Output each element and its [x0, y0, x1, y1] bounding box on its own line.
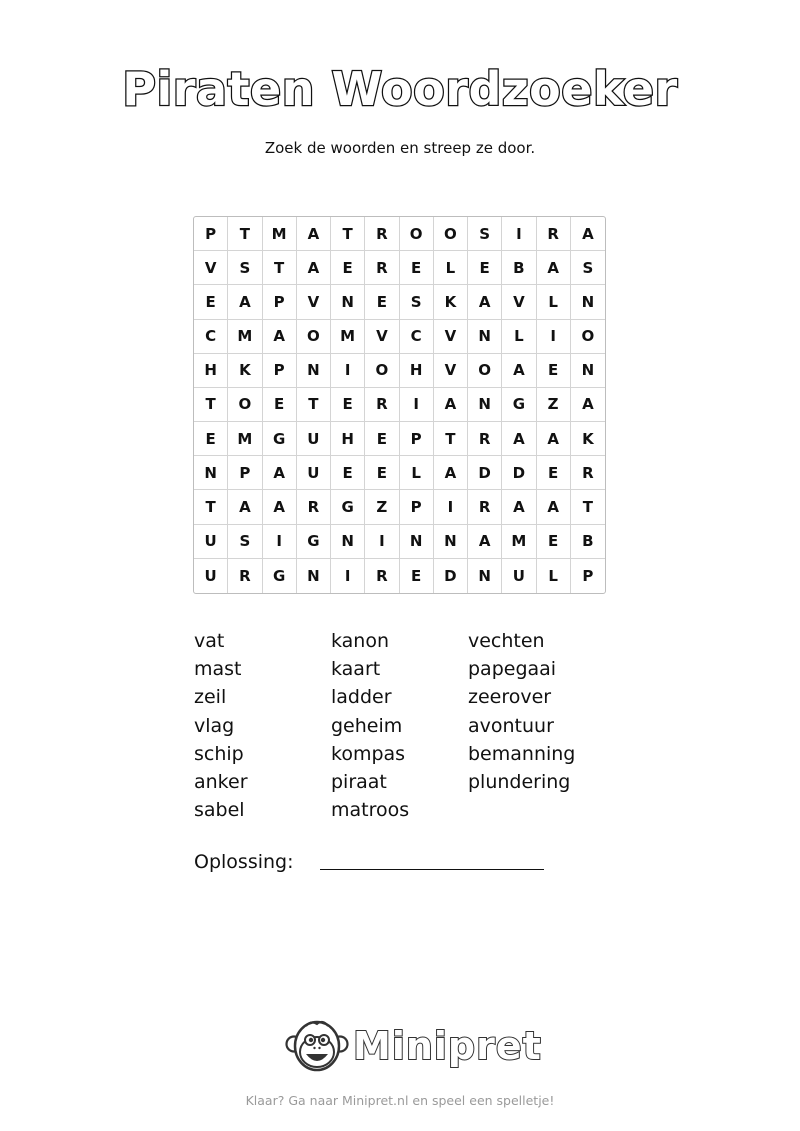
grid-cell[interactable]: E [400, 559, 434, 593]
grid-cell[interactable]: G [263, 559, 297, 593]
grid-cell[interactable]: P [263, 354, 297, 388]
grid-cell[interactable]: N [571, 354, 605, 388]
grid-cell[interactable]: M [502, 525, 536, 559]
grid-cell[interactable]: C [194, 320, 228, 354]
footer-text: Klaar? Ga naar Minipret.nl en speel een spelletje! [245, 1093, 555, 1108]
grid-cell[interactable]: R [468, 490, 502, 524]
grid-cell[interactable]: T [571, 490, 605, 524]
grid-cell[interactable]: L [434, 251, 468, 285]
grid-cell[interactable]: E [194, 285, 228, 319]
grid-cell[interactable]: E [365, 422, 399, 456]
word-item: piraat [331, 770, 387, 793]
grid-cell[interactable]: P [582, 566, 594, 585]
grid-cell[interactable]: P [400, 422, 434, 456]
grid-cell[interactable]: U [502, 559, 536, 593]
grid-cell[interactable]: N [571, 285, 605, 319]
grid-cell[interactable]: E [365, 285, 399, 319]
grid-cell[interactable]: T [194, 490, 228, 524]
grid-cell[interactable]: N [468, 320, 502, 354]
word-item: vlag [194, 714, 235, 737]
grid-cell[interactable]: T [194, 388, 228, 422]
grid-cell[interactable]: A [263, 456, 297, 490]
grid-cell[interactable]: V [297, 285, 331, 319]
grid-cell[interactable]: G [297, 525, 331, 559]
grid-cell[interactable]: A [537, 490, 571, 524]
grid-cell[interactable]: E [194, 422, 228, 456]
grid-cell[interactable]: A [537, 251, 571, 285]
grid-cell[interactable]: A [502, 490, 536, 524]
word-item: zeerover [468, 686, 552, 709]
grid-cell[interactable]: T [228, 217, 262, 251]
word-item: ladder [331, 686, 392, 709]
grid-cell[interactable]: N [297, 354, 331, 388]
word-item: vechten [468, 630, 545, 652]
grid-cell[interactable]: A [228, 490, 262, 524]
grid-cell[interactable]: R [297, 490, 331, 524]
word-item: matroos [331, 799, 410, 822]
word-list-column-1 [194, 627, 324, 824]
grid-cell[interactable]: R [537, 217, 571, 251]
grid-cell[interactable]: S [400, 285, 434, 319]
grid-cell[interactable]: U [297, 456, 331, 490]
monkey-icon [285, 1016, 349, 1078]
grid-cell[interactable]: R [468, 422, 502, 456]
grid-cell[interactable]: A [434, 388, 468, 422]
grid-cell[interactable]: L [400, 456, 434, 490]
grid-cell[interactable]: O [434, 217, 468, 251]
grid-cell[interactable]: O [365, 354, 399, 388]
grid-cell[interactable]: I [434, 490, 468, 524]
grid-cell[interactable]: A [502, 422, 536, 456]
grid-cell[interactable]: B [571, 525, 605, 559]
word-item: geheim [331, 714, 403, 737]
grid-cell[interactable]: U [297, 422, 331, 456]
grid-cell[interactable]: E [537, 525, 571, 559]
word-item: kanon [331, 630, 390, 652]
grid-cell[interactable]: A [228, 285, 262, 319]
grid-cell[interactable]: A [571, 388, 605, 422]
grid-cell[interactable]: V [365, 320, 399, 354]
grid-cell[interactable]: T [434, 422, 468, 456]
grid-cell[interactable]: K [228, 354, 262, 388]
grid-cell[interactable]: S [468, 217, 502, 251]
grid-cell[interactable]: N [331, 525, 365, 559]
logo-text: Minipret [353, 1024, 542, 1068]
grid-cell[interactable]: A [571, 217, 605, 251]
grid-cell[interactable]: I [331, 354, 365, 388]
grid-cell[interactable]: O [468, 354, 502, 388]
grid-cell[interactable]: H [331, 422, 365, 456]
letter-grid [193, 216, 606, 594]
grid-cell[interactable]: E [331, 388, 365, 422]
word-item: kaart [331, 658, 381, 681]
grid-cell[interactable]: V [434, 354, 468, 388]
grid-cell[interactable]: S [228, 251, 262, 285]
grid-cell[interactable]: E [331, 456, 365, 490]
grid-cell[interactable]: I [537, 320, 571, 354]
grid-cell[interactable]: L [537, 559, 571, 593]
solution-label: Oplossing: [194, 851, 294, 873]
grid-cell[interactable]: N [434, 525, 468, 559]
grid-cell[interactable]: V [194, 251, 228, 285]
grid-cell[interactable]: Z [365, 490, 399, 524]
grid-cell[interactable]: A [263, 490, 297, 524]
grid-cell[interactable]: R [228, 559, 262, 593]
grid-cell[interactable]: N [468, 559, 502, 593]
grid-cell[interactable]: Z [537, 388, 571, 422]
word-item: plundering [468, 770, 571, 793]
grid-cell[interactable]: M [331, 320, 365, 354]
grid-cell[interactable]: I [365, 525, 399, 559]
grid-cell[interactable]: O [297, 320, 331, 354]
word-item: bemanning [468, 742, 576, 765]
grid-cell[interactable]: N [331, 285, 365, 319]
grid-cell[interactable]: E [331, 251, 365, 285]
word-list-column-2 [331, 627, 461, 824]
grid-cell[interactable]: T [263, 251, 297, 285]
grid-cell[interactable]: A [468, 285, 502, 319]
grid-cell[interactable]: A [263, 320, 297, 354]
word-item: avontuur [468, 714, 554, 737]
minipret-logo [285, 1016, 542, 1078]
grid-cell[interactable]: P [263, 285, 297, 319]
grid-cell[interactable]: I [400, 388, 434, 422]
word-item: vat [194, 630, 225, 652]
word-item: mast [194, 658, 242, 681]
grid-cell[interactable]: P [194, 217, 228, 251]
grid-cell[interactable]: G [263, 422, 297, 456]
grid-cell[interactable]: S [228, 525, 262, 559]
word-item: zeil [194, 686, 227, 709]
page-title: Piraten Woordzoeker [122, 62, 678, 116]
grid-cell[interactable]: K [571, 422, 605, 456]
grid-cell[interactable]: D [468, 456, 502, 490]
grid-cell[interactable]: A [502, 354, 536, 388]
instructions: Zoek de woorden en streep ze door. [264, 139, 536, 157]
grid-cell[interactable]: I [502, 217, 536, 251]
grid-cell[interactable]: E [537, 354, 571, 388]
grid-cell[interactable]: U [194, 559, 228, 593]
grid-cell[interactable]: O [228, 388, 262, 422]
grid-cell[interactable]: E [468, 251, 502, 285]
grid-cell[interactable]: N [468, 388, 502, 422]
grid-cell[interactable]: N [400, 525, 434, 559]
grid-cell[interactable]: R [365, 217, 399, 251]
grid-cell[interactable]: A [468, 525, 502, 559]
word-item: kompas [331, 742, 406, 765]
grid-cell[interactable]: O [571, 320, 605, 354]
grid-cell[interactable]: L [502, 320, 536, 354]
grid-cell[interactable]: O [400, 217, 434, 251]
grid-cell[interactable]: H [400, 354, 434, 388]
grid-cell[interactable]: A [297, 217, 331, 251]
grid-cell[interactable]: V [434, 320, 468, 354]
grid-cell[interactable]: S [571, 251, 605, 285]
word-item: schip [194, 742, 244, 765]
word-item: sabel [194, 799, 245, 822]
grid-cell[interactable]: R [365, 388, 399, 422]
grid-cell[interactable]: K [434, 285, 468, 319]
grid-cell[interactable]: T [331, 217, 365, 251]
grid-cell[interactable]: U [194, 525, 228, 559]
grid-cell[interactable]: T [297, 388, 331, 422]
grid-cell[interactable]: H [194, 354, 228, 388]
grid-cell[interactable]: E [263, 388, 297, 422]
grid-cell[interactable]: B [502, 251, 536, 285]
grid-cell[interactable]: N [194, 456, 228, 490]
grid-cell[interactable]: G [331, 490, 365, 524]
grid-cell[interactable]: R [365, 251, 399, 285]
grid-cell[interactable]: V [502, 285, 536, 319]
grid-cell[interactable]: E [537, 456, 571, 490]
grid-cell[interactable]: A [537, 422, 571, 456]
word-item: anker [194, 770, 248, 793]
grid-cell[interactable]: G [502, 388, 536, 422]
word-item: papegaai [468, 658, 557, 681]
grid-cell[interactable]: R [571, 456, 605, 490]
grid-cell[interactable]: E [400, 251, 434, 285]
grid-cell[interactable]: L [537, 285, 571, 319]
grid-cell[interactable]: A [297, 251, 331, 285]
grid-cell[interactable]: M [263, 217, 297, 251]
grid-cell[interactable]: N [297, 559, 331, 593]
grid-cell[interactable]: R [365, 559, 399, 593]
grid-cell[interactable]: I [263, 525, 297, 559]
grid-cell[interactable]: D [434, 559, 468, 593]
grid-cell[interactable]: D [502, 456, 536, 490]
grid-cell[interactable]: M [228, 422, 262, 456]
grid-cell[interactable]: E [365, 456, 399, 490]
solution-answer-line[interactable] [320, 869, 544, 870]
grid-cell[interactable]: C [400, 320, 434, 354]
grid-cell[interactable]: M [228, 320, 262, 354]
grid-cell[interactable]: A [434, 456, 468, 490]
word-list-column-3 [468, 627, 598, 796]
grid-cell[interactable]: P [228, 456, 262, 490]
grid-cell[interactable]: P [400, 490, 434, 524]
grid-cell[interactable]: I [331, 559, 365, 593]
